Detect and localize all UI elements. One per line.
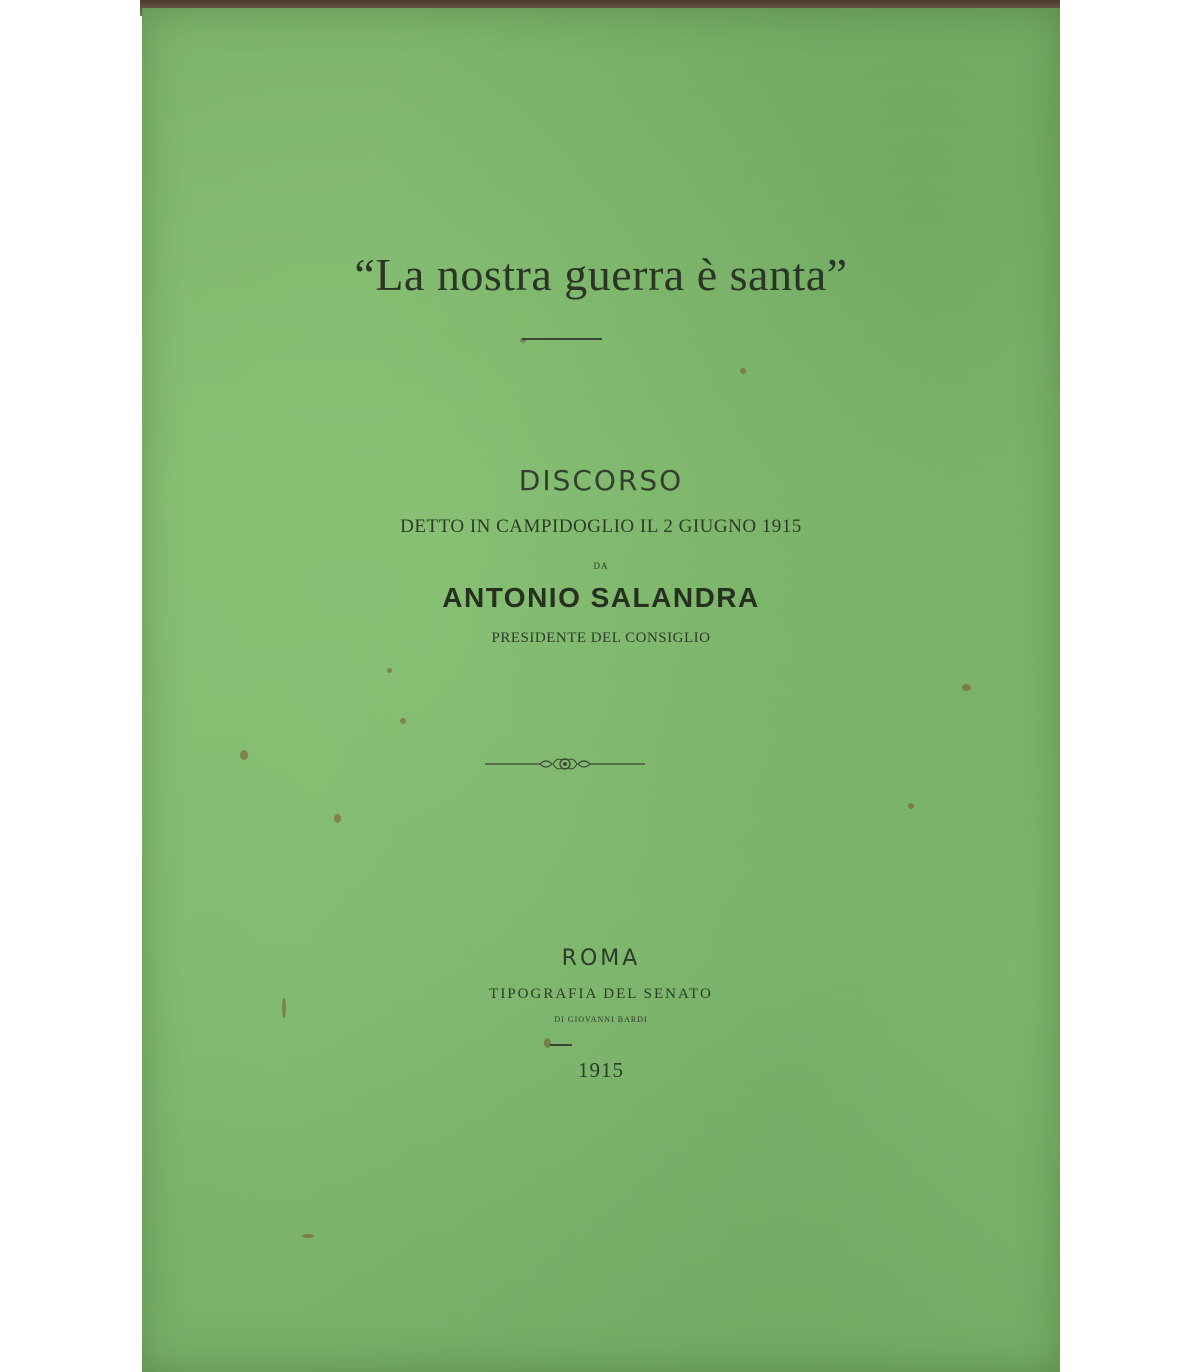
speech-occasion: DETTO IN CAMPIDOGLIO IL 2 GIUGNO 1915	[400, 516, 802, 537]
foxing-spot	[908, 803, 914, 809]
cover-title: “La nostra guerra è santa”	[354, 249, 848, 300]
publisher-owner: DI GIOVANNI BARDI	[554, 1015, 648, 1024]
foxing-spot	[387, 668, 392, 673]
publication-city: ROMA	[561, 946, 641, 971]
foxing-spot	[240, 750, 248, 760]
publisher-name: TIPOGRAFIA DEL SENATO	[489, 986, 713, 1002]
foxing-spot	[740, 368, 746, 374]
author-name: ANTONIO SALANDRA	[442, 582, 760, 613]
book-cover	[142, 8, 1060, 1372]
year-rule	[550, 1044, 572, 1046]
foxing-spot	[302, 1234, 314, 1238]
ornament-divider-icon	[485, 754, 645, 774]
author-role: PRESIDENTE DEL CONSIGLIO	[491, 630, 711, 646]
cover-heading: DISCORSO	[518, 464, 684, 497]
foxing-spot	[400, 718, 406, 724]
foxing-spot	[334, 814, 341, 823]
foxing-spot	[962, 684, 971, 691]
title-rule	[522, 338, 602, 340]
publication-year: 1915	[578, 1058, 624, 1082]
by-label: DA	[593, 561, 609, 571]
foxing-spot	[544, 1038, 551, 1048]
